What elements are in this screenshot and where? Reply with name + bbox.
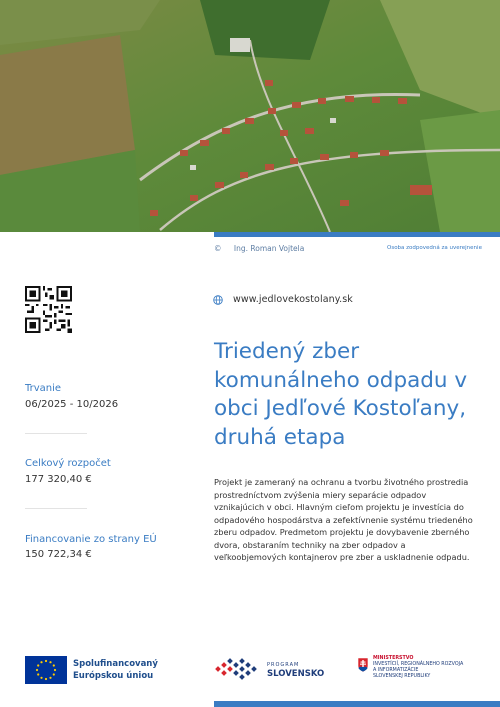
- budget-label: Celkový rozpočet: [25, 458, 111, 469]
- eu-funding-label: Financovanie zo strany EÚ: [25, 534, 157, 545]
- slovak-coat-of-arms-icon: [357, 657, 369, 673]
- hero-aerial-photo: [0, 0, 500, 232]
- divider: [25, 508, 87, 509]
- program-label: PROGRAM: [267, 662, 300, 668]
- ministry-line2: INVESTÍCIÍ, REGIONÁLNEHO ROZVOJA: [373, 662, 464, 667]
- eu-text-line1: Spolufinancovaný: [73, 659, 158, 669]
- duration-label: Trvanie: [25, 383, 62, 394]
- qr-code-icon[interactable]: [25, 286, 72, 333]
- responsible-person-label: Osoba zodpovedná za uverejnenie: [387, 245, 482, 251]
- accent-bar-bottom: [214, 701, 500, 707]
- website-row[interactable]: [213, 294, 353, 305]
- slovensko-label: SLOVENSKO: [267, 669, 325, 679]
- project-title: Triedený zber komunálneho odpadu v obci Jedľové Kostoľany, druhá etapa: [214, 339, 468, 450]
- website-url[interactable]: www.jedlovekostolany.sk: [233, 294, 353, 305]
- eu-funding-value: 150 722,34 €: [25, 549, 92, 560]
- project-description: Projekt je zameraný na ochranu a tvorbu životného prostredia prostredníctvom zvýšenia miery separácie odpadov vznikajúcich v obci. Hlavným cieľom projektu je investícia do odpadového hospodárstva a zefektívnenie systému triedeného zberu odpadov. Predmetom projektu je dovybavenie zberného dvora, obstaraním techniky na zber odpadov a veľkoobjemových kontajnerov pre zber a uskladnenie odpadu.: [214, 477, 473, 562]
- accent-bar-top: [214, 232, 500, 237]
- photo-credit: [214, 244, 304, 253]
- program-slovensko-logo-icon: [214, 658, 264, 680]
- program-slovensko-text: [267, 662, 324, 679]
- budget-value: 177 320,40 €: [25, 474, 92, 485]
- ministry-text: [373, 656, 463, 680]
- divider: [25, 433, 87, 434]
- eu-flag-icon: [25, 656, 67, 684]
- village-aerial-image: [0, 0, 500, 232]
- globe-icon: [213, 295, 223, 305]
- photo-author: Ing. Roman Vojtela: [233, 244, 305, 253]
- ministry-line4: SLOVENSKEJ REPUBLIKY: [373, 674, 431, 679]
- eu-cofinanced-text: [73, 658, 158, 682]
- ministry-line1: MINISTERSTVO: [373, 656, 414, 661]
- ministry-line3: A INFORMATIZÁCIE: [373, 668, 419, 673]
- copyright-symbol: ©: [214, 244, 222, 253]
- eu-text-line2: Európskou úniou: [73, 671, 154, 681]
- duration-value: 06/2025 - 10/2026: [25, 399, 119, 410]
